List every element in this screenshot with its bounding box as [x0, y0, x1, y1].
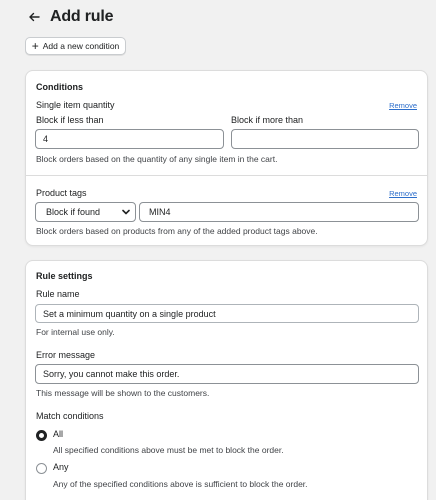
- match-any-label[interactable]: Any: [53, 462, 69, 472]
- rule-settings-card: [25, 260, 428, 500]
- remove-product-tags-link[interactable]: Remove: [389, 189, 417, 198]
- page-header: [26, 6, 113, 28]
- single-item-quantity-label: Single item quantity: [36, 100, 115, 110]
- match-conditions-label: Match conditions: [36, 411, 104, 421]
- match-all-radio[interactable]: [36, 430, 47, 441]
- conditions-title: Conditions: [36, 82, 83, 92]
- plus-icon: +: [31, 39, 39, 53]
- block-more-than-input[interactable]: [231, 129, 419, 149]
- block-if-found-select[interactable]: [35, 202, 136, 222]
- chevron-down-icon: [119, 205, 133, 219]
- rule-name-label: Rule name: [36, 289, 80, 299]
- error-message-label: Error message: [36, 350, 96, 360]
- product-tags-help: Block orders based on products from any of the added product tags above.: [36, 226, 318, 236]
- single-item-quantity-help: Block orders based on the quantity of any single item in the cart.: [36, 154, 278, 164]
- block-less-than-input[interactable]: 4: [35, 129, 224, 149]
- block-if-found-select-value: Block if found: [46, 207, 101, 217]
- back-arrow-icon[interactable]: [26, 9, 42, 25]
- product-tags-label: Product tags: [36, 188, 87, 198]
- remove-single-item-quantity-link[interactable]: Remove: [389, 101, 417, 110]
- page-title: Add rule: [50, 8, 114, 25]
- rule-name-help: For internal use only.: [36, 327, 115, 337]
- error-message-input[interactable]: Sorry, you cannot make this order.: [35, 364, 419, 384]
- conditions-divider: [26, 175, 427, 176]
- rule-settings-title: Rule settings: [36, 271, 93, 281]
- match-any-description: Any of the specified conditions above is sufficient to block the order.: [53, 479, 308, 489]
- error-message-help: This message will be shown to the customers.: [36, 388, 210, 398]
- block-more-than-label: Block if more than: [231, 115, 304, 125]
- add-new-condition-label: Add a new condition: [42, 41, 120, 51]
- match-all-description: All specified conditions above must be met to block the order.: [53, 445, 284, 455]
- add-new-condition-button[interactable]: [25, 37, 126, 55]
- rule-name-input[interactable]: Set a minimum quantity on a single product: [35, 304, 419, 323]
- product-tags-input[interactable]: MIN4: [139, 202, 419, 222]
- match-any-radio[interactable]: [36, 463, 47, 474]
- conditions-card: [25, 70, 428, 246]
- block-less-than-label: Block if less than: [36, 115, 104, 125]
- match-all-label[interactable]: All: [53, 429, 64, 439]
